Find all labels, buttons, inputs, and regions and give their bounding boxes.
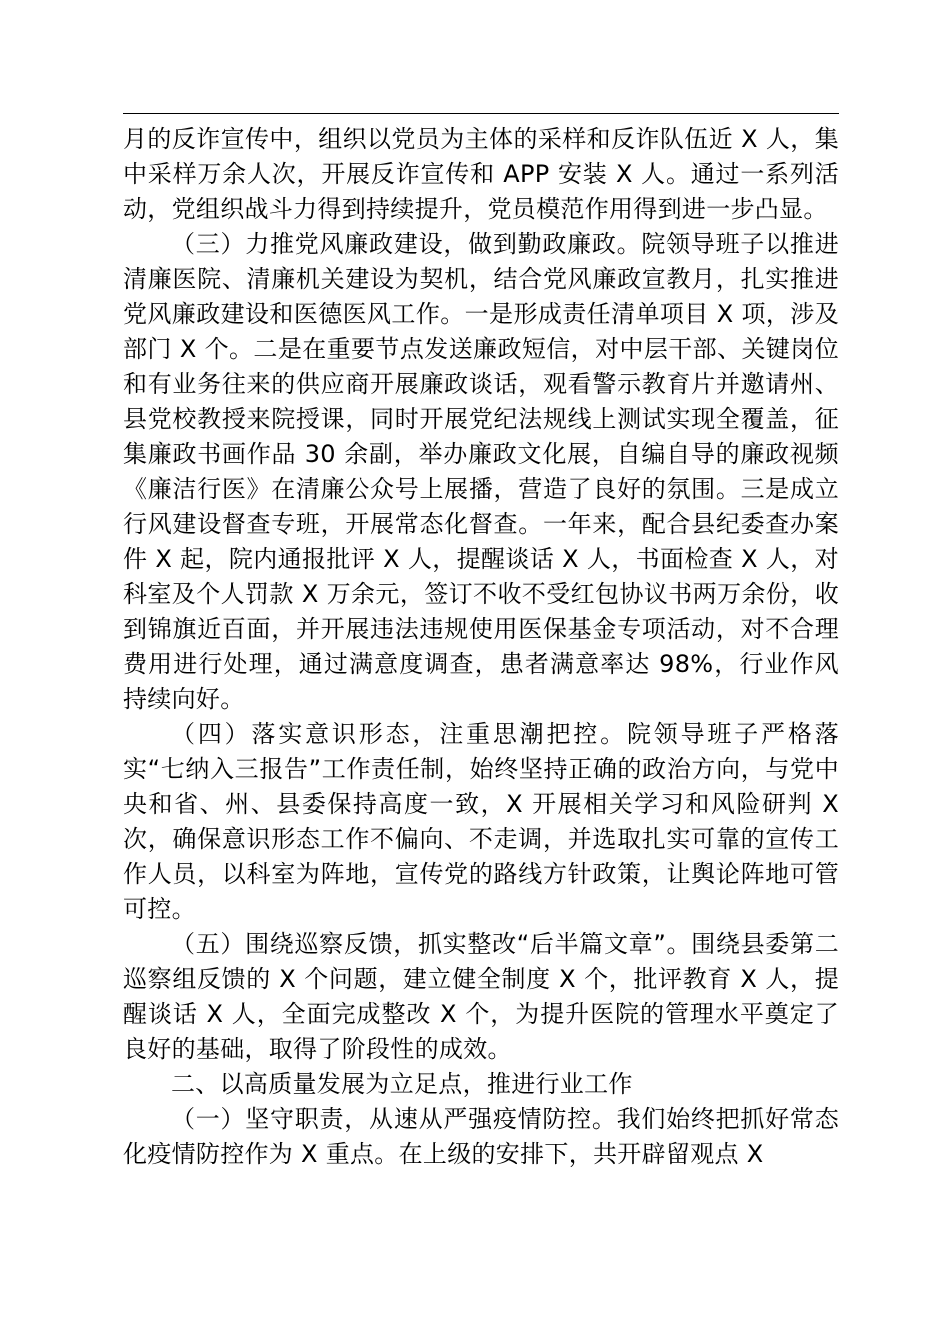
- paragraph-section-4: （四）落实意识形态，注重思潮把控。院领导班子严格落实“七纳入三报告”工作责任制，始终坚持正确的政治方向，与党中央和省、州、县委保持高度一致，X 开展相关学习和风险研判 X 次，确保意识形态工作不偏向、不走调，并选取扎实可靠的宣传工作人员，以科室为阵地，宣传党的路线方针政策，让舆论阵地可管可控。: [123, 720, 839, 923]
- section-heading-2: 二、以高质量发展为立足点，推进行业工作: [171, 1070, 633, 1098]
- paragraph-continuation: 月的反诈宣传中，组织以党员为主体的采样和反诈队伍近 X 人，集中采样万余人次，开展反诈宣传和 APP 安装 X 人。通过一系列活动，党组织战斗力得到持续提升，党员模范作用得到进一步凸显。: [123, 125, 839, 223]
- document-body: [123, 122, 839, 1172]
- paragraph-subsection-1: （一）坚守职责，从速从严强疫情防控。我们始终把抓好常态化疫情防控作为 X 重点。在上级的安排下，共开辟留观点 X: [123, 1105, 839, 1168]
- header-rule: [123, 113, 839, 114]
- paragraph-section-3: （三）力推党风廉政建设，做到勤政廉政。院领导班子以推进清廉医院、清廉机关建设为契机，结合党风廉政宣教月，扎实推进党风廉政建设和医德医风工作。一是形成责任清单项目 X 项，涉及部门 X 个。二是在重要节点发送廉政短信，对中层干部、关键岗位和有业务往来的供应商开展廉政谈话，观看警示教育片并邀请州、县党校教授来院授课，同时开展党纪法规线上测试实现全覆盖，征集廉政书画作品 30 余副，举办廉政文化展，自编自导的廉政视频《廉洁行医》在清廉公众号上展播，营造了良好的氛围。三是成立行风建设督查专班，开展常态化督查。一年来，配合县纪委查办案件 X 起，院内通报批评 X 人，提醒谈话 X 人，书面检查 X 人，对科室及个人罚款 X 万余元，签订不收不受红包协议书两万余份，收到锦旗近百面，并开展违法违规使用医保基金专项活动，对不合理费用进行处理，通过满意度调查，患者满意率达 98%，行业作风持续向好。: [123, 230, 839, 713]
- paragraph-section-5: （五）围绕巡察反馈，抓实整改“后半篇文章”。围绕县委第二巡察组反馈的 X 个问题，建立健全制度 X 个，批评教育 X 人，提醒谈话 X 人，全面完成整改 X 个，为提升医院的管理水平奠定了良好的基础，取得了阶段性的成效。: [123, 930, 839, 1063]
